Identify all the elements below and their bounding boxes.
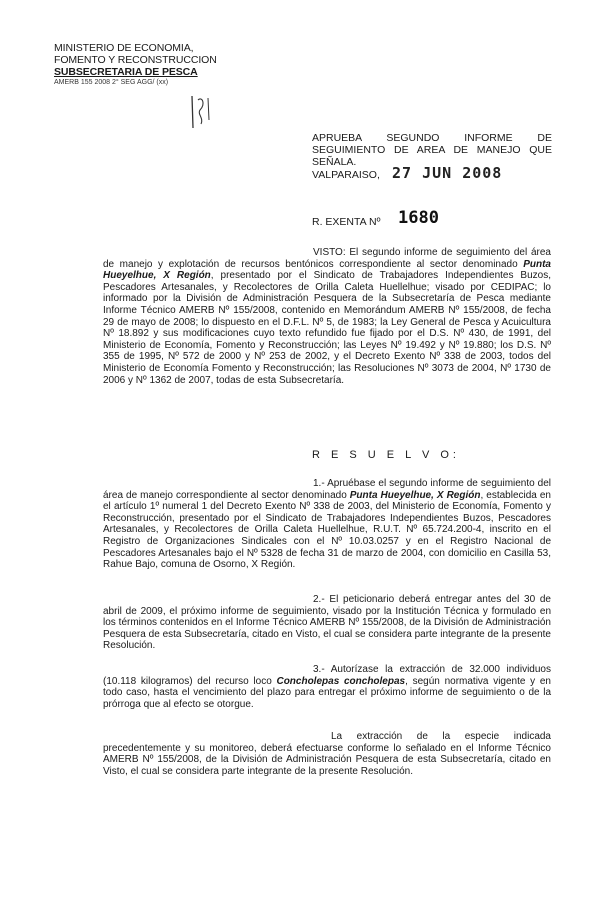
date-place: VALPARAISO,: [312, 169, 380, 181]
article-1-text-b: , establecida en el artículo 1º numeral 1 del Decreto Exento Nº 338 de 2003, del Ministerio de Economía, Fomento y Reconstrucción, presentado por el Sindicato de Trabajadores Independientes Buzos, Pescadores Artesanales, y Recolectores de Orilla Caleta Huellelhue, R.U.T. Nº 65.724.200-4, inscrito en el Registro de Organizaciones Sindicales con el Nº 10.03.0257 y en el Registro Nacional de Pescadores Artesanales bajo el Nº 5328 de fecha 31 de marzo de 2004, con domicilio en Casilla 53, Rahue Bajo, comuna de Osorno, X Región.: [103, 489, 551, 571]
article-2-paragraph: [103, 594, 551, 652]
visto-text-a: El segundo informe de seguimiento del área de manejo y explotación de recursos bentónicos correspondiente al sector denominado: [103, 247, 551, 270]
article-1-text-a: 1.- Apruébase el segundo informe de seguimiento del área de manejo correspondiente al sector denominado: [103, 478, 551, 501]
article-3-text-a: 3.- Autorízase la extracción de 32.000 individuos (10.118 kilogramos) del recurso loco: [103, 664, 551, 687]
handwritten-initials-mark: [188, 94, 218, 134]
undersecretariat-name: SUBSECRETARIA DE PESCA: [54, 66, 198, 78]
article-3-paragraph: [103, 664, 551, 710]
article-1-place-name: Punta Hueyelhue, X Región: [349, 489, 481, 501]
resolution-subject: APRUEBA SEGUNDO INFORME DE SEGUIMIENTO DE AREA DE MANEJO QUE SEÑALA.: [312, 132, 552, 168]
ministry-header: [54, 42, 224, 87]
resolution-number-stamp: 1680: [398, 208, 439, 228]
visto-paragraph: [103, 247, 551, 386]
article-3-continuation-text: La extracción de la especie indicada precedentemente y su monitoreo, deberá efectuarse conforme lo señalado en el Informe Técnico AMERB Nº 155/2008, de la División de Administración Pesquera de esta Subsecretaría, citado en Visto, el cual se considera parte integrante de la presente Resolución.: [103, 731, 551, 777]
ministry-name-line-1: MINISTERIO DE ECONOMIA,: [54, 42, 194, 54]
resolution-number-line: [312, 208, 552, 232]
resuelvo-heading: R E S U E L V O:: [312, 449, 460, 461]
visto-label: VISTO:: [313, 247, 346, 258]
date-stamp: 27 JUN 2008: [392, 164, 503, 182]
reference-code: AMERB 155 2008 2° SEG AGG/ (xx): [54, 79, 169, 86]
article-2-text: 2.- El peticionario deberá entregar antes del 30 de abril de 2009, el próximo informe de seguimiento, visado por la Institución Técnica y formulado en los términos contenidos en el Informe Técnico AMERB Nº 155/2008, de la División de Administración Pesquera de esta Subsecretaría, citado en Visto, el cual se considera parte integrante de la presente Resolución.: [103, 594, 551, 652]
article-3-continuation-paragraph: [103, 731, 551, 777]
article-1-paragraph: [103, 478, 551, 571]
resolution-number-label: R. EXENTA Nº: [312, 216, 381, 228]
ministry-name-line-2: FOMENTO Y RECONSTRUCCION: [54, 54, 217, 66]
visto-place-name: Punta Hueyelhue, X Región: [103, 258, 551, 282]
visto-text-b: , presentado por el Sindicato de Trabajadores Independientes Buzos, Pescadores Artesanales, y Recolectores de Orilla Caleta Huellelhue; visado por CEDIPAC; lo informado por la División de Administración Pesquera de la Subsecretaría de Pesca mediante Informe Técnico AMERB Nº 155/2008, contenido en Memorándum AMERB Nº 155/2008, de fecha 29 de mayo de 2008; lo dispuesto en el D.F.L. Nº 5, de 1983; la Ley General de Pesca y Acuicultura Nº 18.892 y sus modificaciones cuyo texto refundido fue fijado por el D.S. Nº 430, de 1991, del Ministerio de Economía, Fomento y Reconstrucción; las Leyes Nº 19.492 y Nº 19.880; los D.S. Nº 355 de 1995, Nº 572 de 2000 y Nº 253 de 2002, y el Decreto Exento Nº 338 de 2003, todos del Ministerio de Economía Fomento y Reconstrucción; las Resoluciones Nº 3073 de 2004, Nº 1730 de 2006 y Nº 1362 de 2007, todas de esta Subsecretaría.: [103, 270, 551, 386]
species-name: Concholepas concholepas: [276, 675, 406, 687]
date-line: [312, 164, 552, 188]
article-3-text-b: , según normativa vigente y en todo caso, hasta el vencimiento del plazo para entregar el próximo informe de seguimiento o de la prórroga que al efecto se otorgue.: [103, 675, 551, 710]
